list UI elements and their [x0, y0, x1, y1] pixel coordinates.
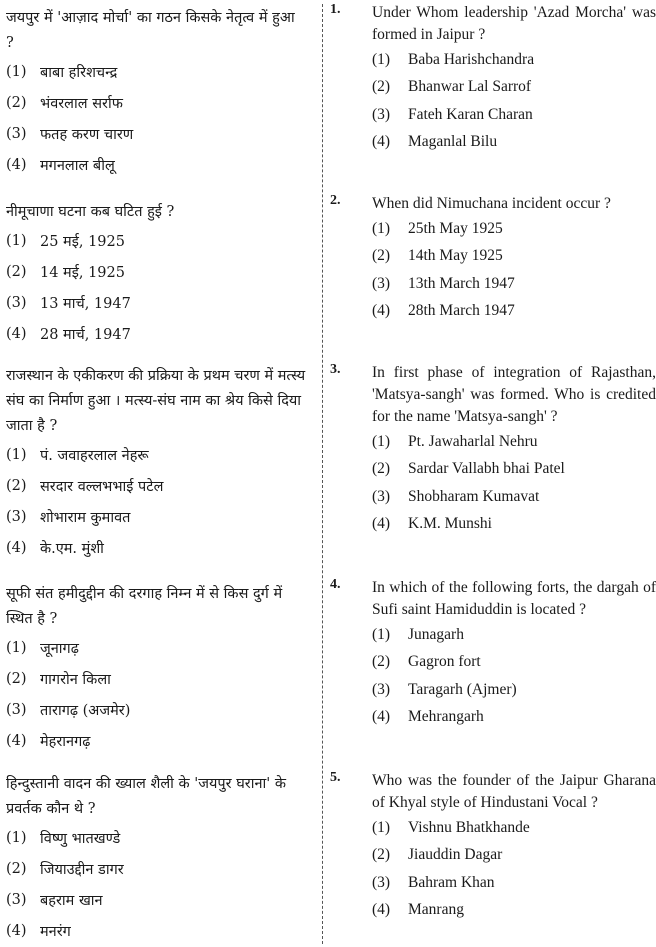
option-2: (2) Sardar Vallabh bhai Patel [372, 460, 565, 478]
english-question-4 [330, 577, 656, 731]
question-number: 3. [330, 362, 341, 377]
column-divider [322, 4, 323, 944]
question-number: 2. [330, 193, 341, 208]
option-4: (4) मेहरानगढ़ [6, 732, 91, 750]
option-2: (2) गागरोन किला [6, 670, 111, 688]
option-1: (1) पं. जवाहरलाल नेहरू [6, 446, 149, 464]
question-text: नीमूचाणा घटना कब घटित हुई ? [6, 204, 175, 220]
question-text: In which of the following forts, the dargah of Sufi saint Hamiduddin is located ? [372, 579, 656, 618]
option-1: (1) Pt. Jawaharlal Nehru [372, 432, 538, 450]
option-2: (2) 14 मई, 1925 [6, 263, 125, 281]
option-1: (1) Vishnu Bhatkhande [372, 818, 530, 836]
option-1: (1) 25 मई, 1925 [6, 232, 125, 250]
option-4: (4) 28 मार्च, 1947 [6, 325, 131, 343]
option-2: (2) जियाउद्दीन डागर [6, 860, 124, 878]
question-number: 4. [330, 577, 341, 592]
english-question-2 [330, 193, 656, 325]
question-number: 5. [330, 770, 341, 785]
question-text: When did Nimuchana incident occur ? [372, 195, 611, 212]
option-3: (3) शोभाराम कुमावत [6, 508, 131, 526]
option-2: (2) Gagron fort [372, 653, 481, 671]
option-4: (4) Maganlal Bilu [372, 133, 498, 151]
option-3: (3) 13th March 1947 [372, 274, 515, 292]
hindi-question-4 [6, 582, 306, 756]
option-3: (3) तारागढ़ (अजमेर) [6, 701, 131, 719]
option-4: (4) Manrang [372, 901, 464, 919]
question-text: हिन्दुस्तानी वादन की ख्याल शैली के 'जयपुर घराना' के प्रवर्तक कौन थे ? [6, 776, 286, 817]
option-1: (1) Junagarh [372, 625, 464, 643]
option-3: (3) Shobharam Kumavat [372, 487, 540, 505]
english-question-1 [330, 2, 656, 156]
option-3: (3) फतह करण चारण [6, 125, 134, 143]
question-text: Under Whom leadership 'Azad Morcha' was formed in Jaipur ? [372, 4, 656, 43]
option-4: (4) 28th March 1947 [372, 302, 515, 320]
question-text: जयपुर में 'आज़ाद मोर्चा' का गठन किसके नेतृत्व में हुआ ? [6, 10, 295, 51]
option-2: (2) भंवरलाल सर्राफ [6, 94, 123, 112]
option-2: (2) Bhanwar Lal Sarrof [372, 78, 532, 96]
hindi-question-1 [6, 6, 306, 180]
option-4: (4) मगनलाल बीलू [6, 156, 115, 174]
option-1: (1) जूनागढ़ [6, 639, 79, 657]
english-question-3 [330, 362, 656, 538]
option-3: (3) 13 मार्च, 1947 [6, 294, 131, 312]
question-text: राजस्थान के एकीकरण की प्रक्रिया के प्रथम चरण में मत्स्य संघ का निर्माण हुआ । मत्स्य-संघ नाम का श्रेय किसे दिया जाता है ? [6, 368, 306, 434]
option-3: (3) बहराम खान [6, 891, 103, 909]
option-2: (2) Jiauddin Dagar [372, 846, 503, 864]
hindi-question-3 [6, 364, 306, 563]
option-1: (1) बाबा हरिशचन्द्र [6, 63, 118, 81]
option-3: (3) Taragarh (Ajmer) [372, 680, 517, 698]
hindi-question-5 [6, 772, 306, 946]
option-1: (1) 25th May 1925 [372, 219, 503, 237]
question-text: सूफी संत हमीदुद्दीन की दरगाह निम्न में से किस दुर्ग में स्थित है ? [6, 586, 283, 627]
option-1: (1) विष्णु भातखण्डे [6, 829, 121, 847]
option-3: (3) Fateh Karan Charan [372, 105, 533, 123]
question-text: Who was the founder of the Jaipur Gharana of Khyal style of Hindustani Vocal ? [372, 772, 656, 811]
option-4: (4) मनरंग [6, 922, 71, 940]
option-3: (3) Bahram Khan [372, 873, 495, 891]
question-number: 1. [330, 2, 341, 17]
option-4: (4) Mehrangarh [372, 708, 484, 726]
option-2: (2) 14th May 1925 [372, 247, 503, 265]
option-4: (4) के.एम. मुंशी [6, 539, 104, 557]
option-4: (4) K.M. Munshi [372, 515, 492, 533]
hindi-question-2 [6, 200, 306, 349]
question-text: In first phase of integration of Rajasthan, 'Matsya-sangh' was formed. Who is credited for the name 'Matsya-sangh' ? [372, 364, 656, 425]
option-2: (2) सरदार वल्लभभाई पटेल [6, 477, 164, 495]
option-1: (1) Baba Harishchandra [372, 50, 535, 68]
english-question-5 [330, 770, 656, 924]
